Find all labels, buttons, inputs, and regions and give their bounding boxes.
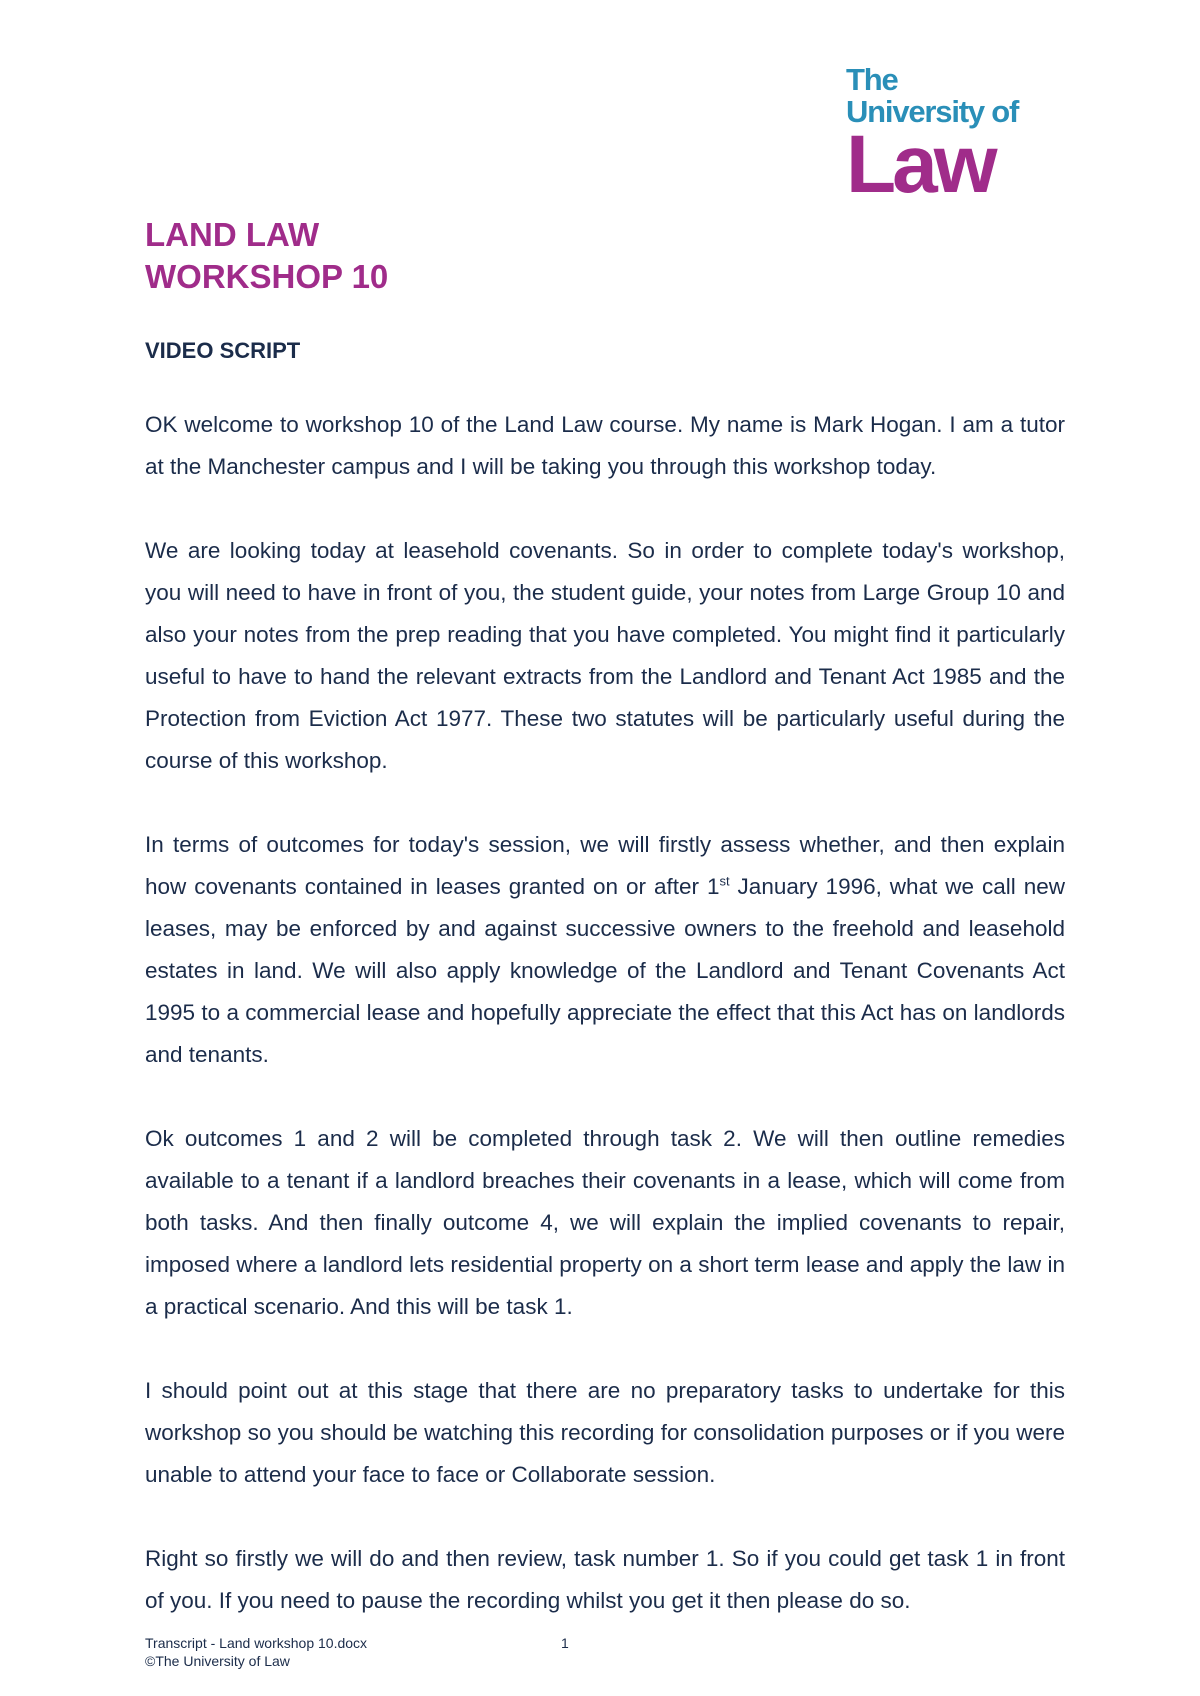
script-body xyxy=(145,404,1065,1664)
paragraph-3-part-b: January 1996, what we call new leases, may be enforced by and against successive owners to the freehold and leasehold estates in land. We will also apply knowledge of the Landlord and Tenant Covenants Act 1995 to a commercial lease and hopefully appreciate the effect that this Act has on landlords and tenants. xyxy=(145,874,1066,1067)
paragraph-3 xyxy=(145,824,1065,1076)
logo-line-the: The xyxy=(846,62,898,97)
footer-filename: Transcript - Land workshop 10.docx xyxy=(145,1635,368,1651)
logo-line-university-of: University of xyxy=(846,94,1019,129)
paragraph-2: We are looking today at leasehold covenants. So in order to complete today's workshop, you will need to have in front of you, the student guide, your notes from Large Group 10 and also your notes from the prep reading that you have completed. You might find it particularly useful to have to hand the relevant extracts from the Landlord and Tenant Act 1985 and the Protection from Eviction Act 1977. These two statutes will be particularly useful during the course of this workshop. xyxy=(145,538,1065,773)
title-line-workshop: WORKSHOP 10 xyxy=(145,258,389,295)
footer-copyright: ©The University of Law xyxy=(145,1653,290,1669)
university-of-law-logo xyxy=(846,64,1046,214)
paragraph-6: Right so firstly we will do and then review, task number 1. So if you could get task 1 in front of you. If you need to pause the recording whilst you get it then please do so. xyxy=(145,1546,1065,1613)
logo-line-law: Law xyxy=(846,119,994,210)
page-footer xyxy=(145,1634,569,1670)
title-line-land-law: LAND LAW xyxy=(145,216,320,253)
paragraph-4: Ok outcomes 1 and 2 will be completed through task 2. We will then outline remedies available to a tenant if a landlord breaches their covenants in a lease, which will come from both tasks. And then finally outcome 4, we will explain the implied covenants to repair, imposed where a landlord lets residential property on a short term lease and apply the law in a practical scenario. And this will be task 1. xyxy=(145,1126,1065,1319)
document-subtitle: VIDEO SCRIPT xyxy=(145,338,301,363)
paragraph-5: I should point out at this stage that there are no preparatory tasks to undertake for this workshop so you should be watching this recording for consolidation purposes or if you were unable to attend your face to face or Collaborate session. xyxy=(145,1378,1065,1487)
ordinal-superscript: st xyxy=(719,873,730,889)
document-title xyxy=(145,214,388,298)
paragraph-3-part-a: In terms of outcomes for today's session, we will firstly assess whether, and then explain how covenants contained in leases granted on or after 1 xyxy=(145,832,1065,899)
paragraph-1: OK welcome to workshop 10 of the Land Law course. My name is Mark Hogan. I am a tutor at the Manchester campus and I will be taking you through this workshop today. xyxy=(145,412,1065,479)
footer-page-number: 1 xyxy=(561,1635,569,1651)
